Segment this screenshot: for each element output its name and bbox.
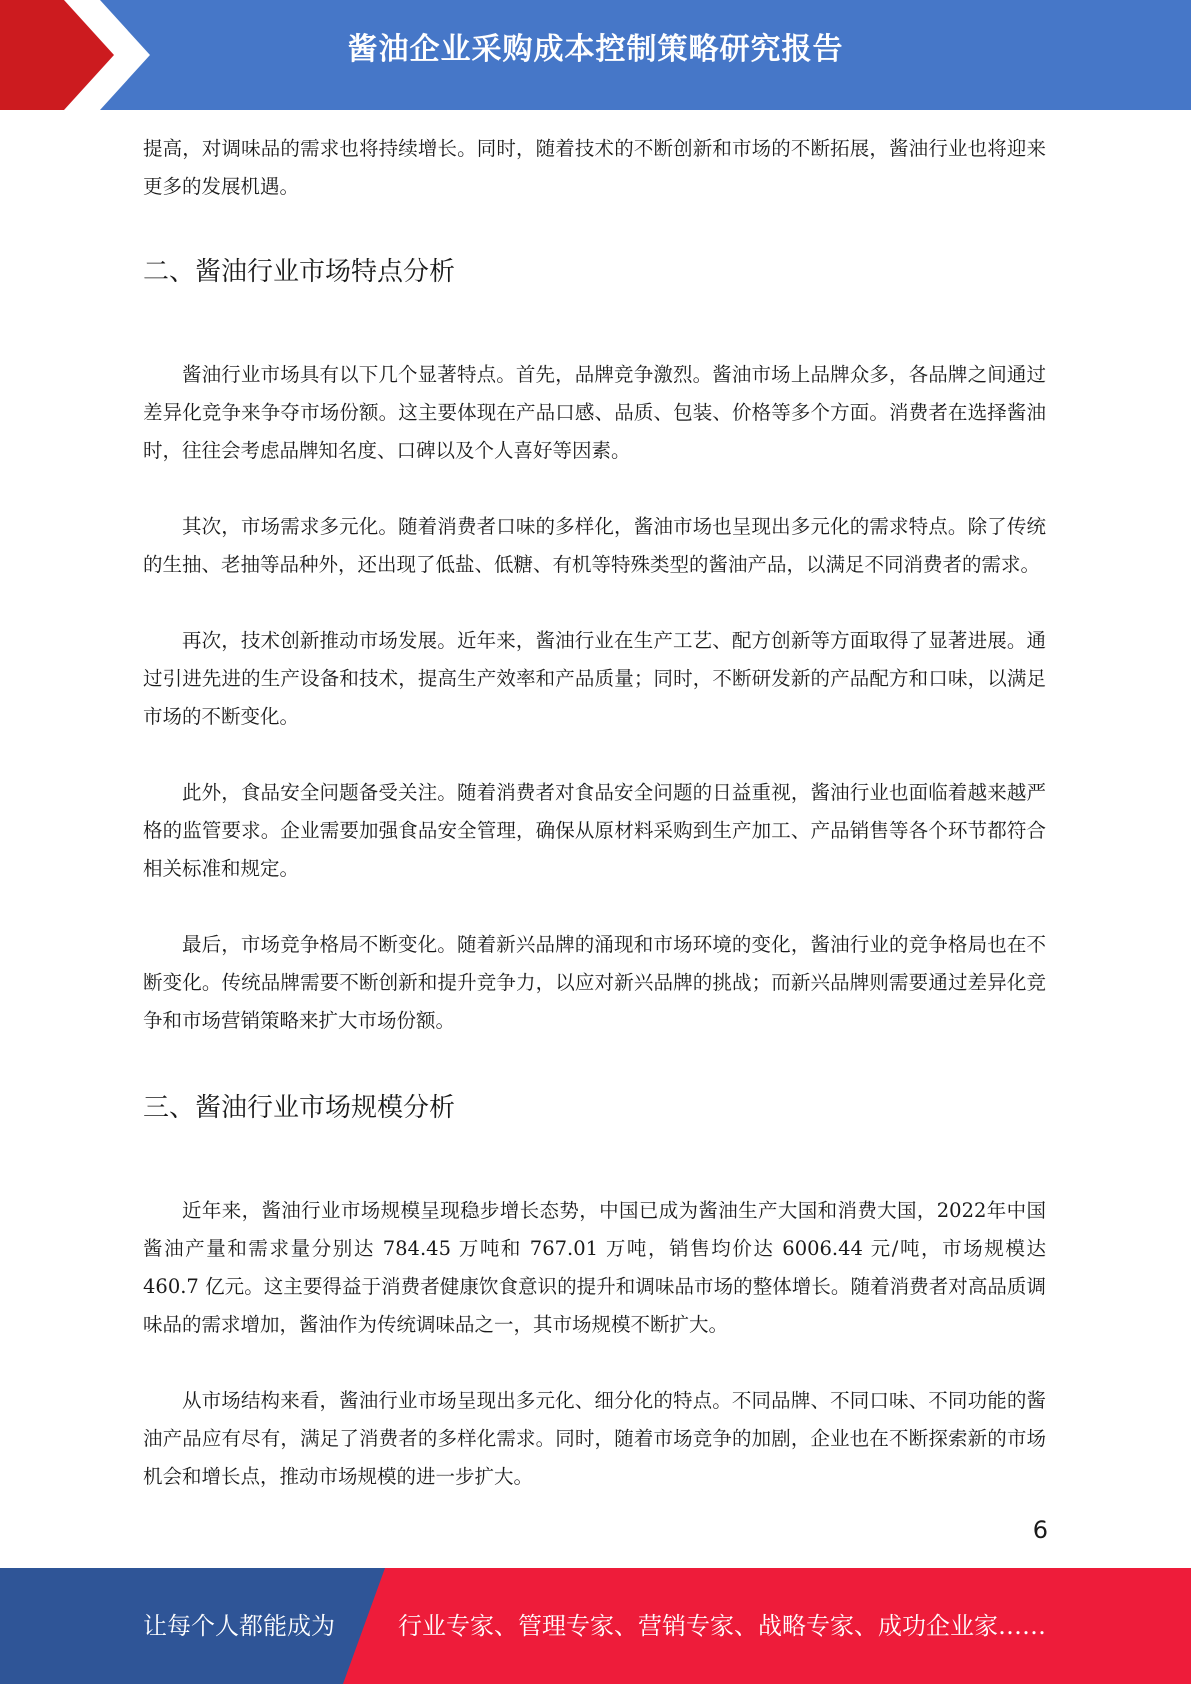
footer-slogan-right: 行业专家、管理专家、营销专家、战略专家、成功企业家…… — [398, 1612, 1046, 1640]
section3-paragraph: 近年来，酱油行业市场规模呈现稳步增长态势，中国已成为酱油生产大国和消费大国，2022年中国酱油产量和需求量分别达 784.45 万吨和 767.01 万吨，销售均价达 6006.44 元/吨，市场规模达 460.7 亿元。这主要得益于消费者健康饮食意识的提升和调味品市场的整体增长。随着消费者对高品质调味品的需求增加，酱油作为传统调味品之一，其市场规模不断扩大。 — [143, 1199, 1046, 1336]
section2-heading: 二、酱油行业市场特点分析 — [143, 257, 456, 287]
section2-paragraph: 此外，食品安全问题备受关注。随着消费者对食品安全问题的日益重视，酱油行业也面临着越来越严格的监管要求。企业需要加强食品安全管理，确保从原材料采购到生产加工、产品销售等各个环节都符合相关标准和规定。 — [143, 781, 1046, 880]
section3-heading: 三、酱油行业市场规模分析 — [143, 1093, 456, 1123]
section3-paragraph: 从市场结构来看，酱油行业市场呈现出多元化、细分化的特点。不同品牌、不同口味、不同功能的酱油产品应有尽有，满足了消费者的多样化需求。同时，随着市场竞争的加剧，企业也在不断探索新的市场机会和增长点，推动市场规模的进一步扩大。 — [143, 1389, 1046, 1488]
document-body — [143, 130, 1046, 1496]
page-number: 6 — [1032, 1516, 1048, 1544]
section2-paragraph: 其次，市场需求多元化。随着消费者口味的多样化，酱油市场也呈现出多元化的需求特点。除了传统的生抽、老抽等品种外，还出现了低盐、低糖、有机等特殊类型的酱油产品，以满足不同消费者的需求。 — [143, 515, 1046, 576]
section2-paragraph: 再次，技术创新推动市场发展。近年来，酱油行业在生产工艺、配方创新等方面取得了显著进展。通过引进先进的生产设备和技术，提高生产效率和产品质量；同时，不断研发新的产品配方和口味，以满足市场的不断变化。 — [143, 629, 1046, 728]
header-chevron-decoration — [0, 0, 150, 110]
page-header — [0, 0, 1191, 110]
footer-slogan-left: 让每个人都能成为 — [143, 1612, 335, 1640]
intro-paragraph: 提高，对调味品的需求也将持续增长。同时，随着技术的不断创新和市场的不断拓展，酱油行业也将迎来更多的发展机遇。 — [143, 137, 1046, 198]
report-title: 酱油企业采购成本控制策略研究报告 — [347, 32, 844, 67]
page-footer — [0, 1568, 1191, 1684]
section2-paragraph: 酱油行业市场具有以下几个显著特点。首先，品牌竞争激烈。酱油市场上品牌众多，各品牌之间通过差异化竞争来争夺市场份额。这主要体现在产品口感、品质、包装、价格等多个方面。消费者在选择酱油时，往往会考虑品牌知名度、口碑以及个人喜好等因素。 — [143, 363, 1046, 462]
section2-paragraph: 最后，市场竞争格局不断变化。随着新兴品牌的涌现和市场环境的变化，酱油行业的竞争格局也在不断变化。传统品牌需要不断创新和提升竞争力，以应对新兴品牌的挑战；而新兴品牌则需要通过差异化竞争和市场营销策略来扩大市场份额。 — [143, 933, 1046, 1032]
